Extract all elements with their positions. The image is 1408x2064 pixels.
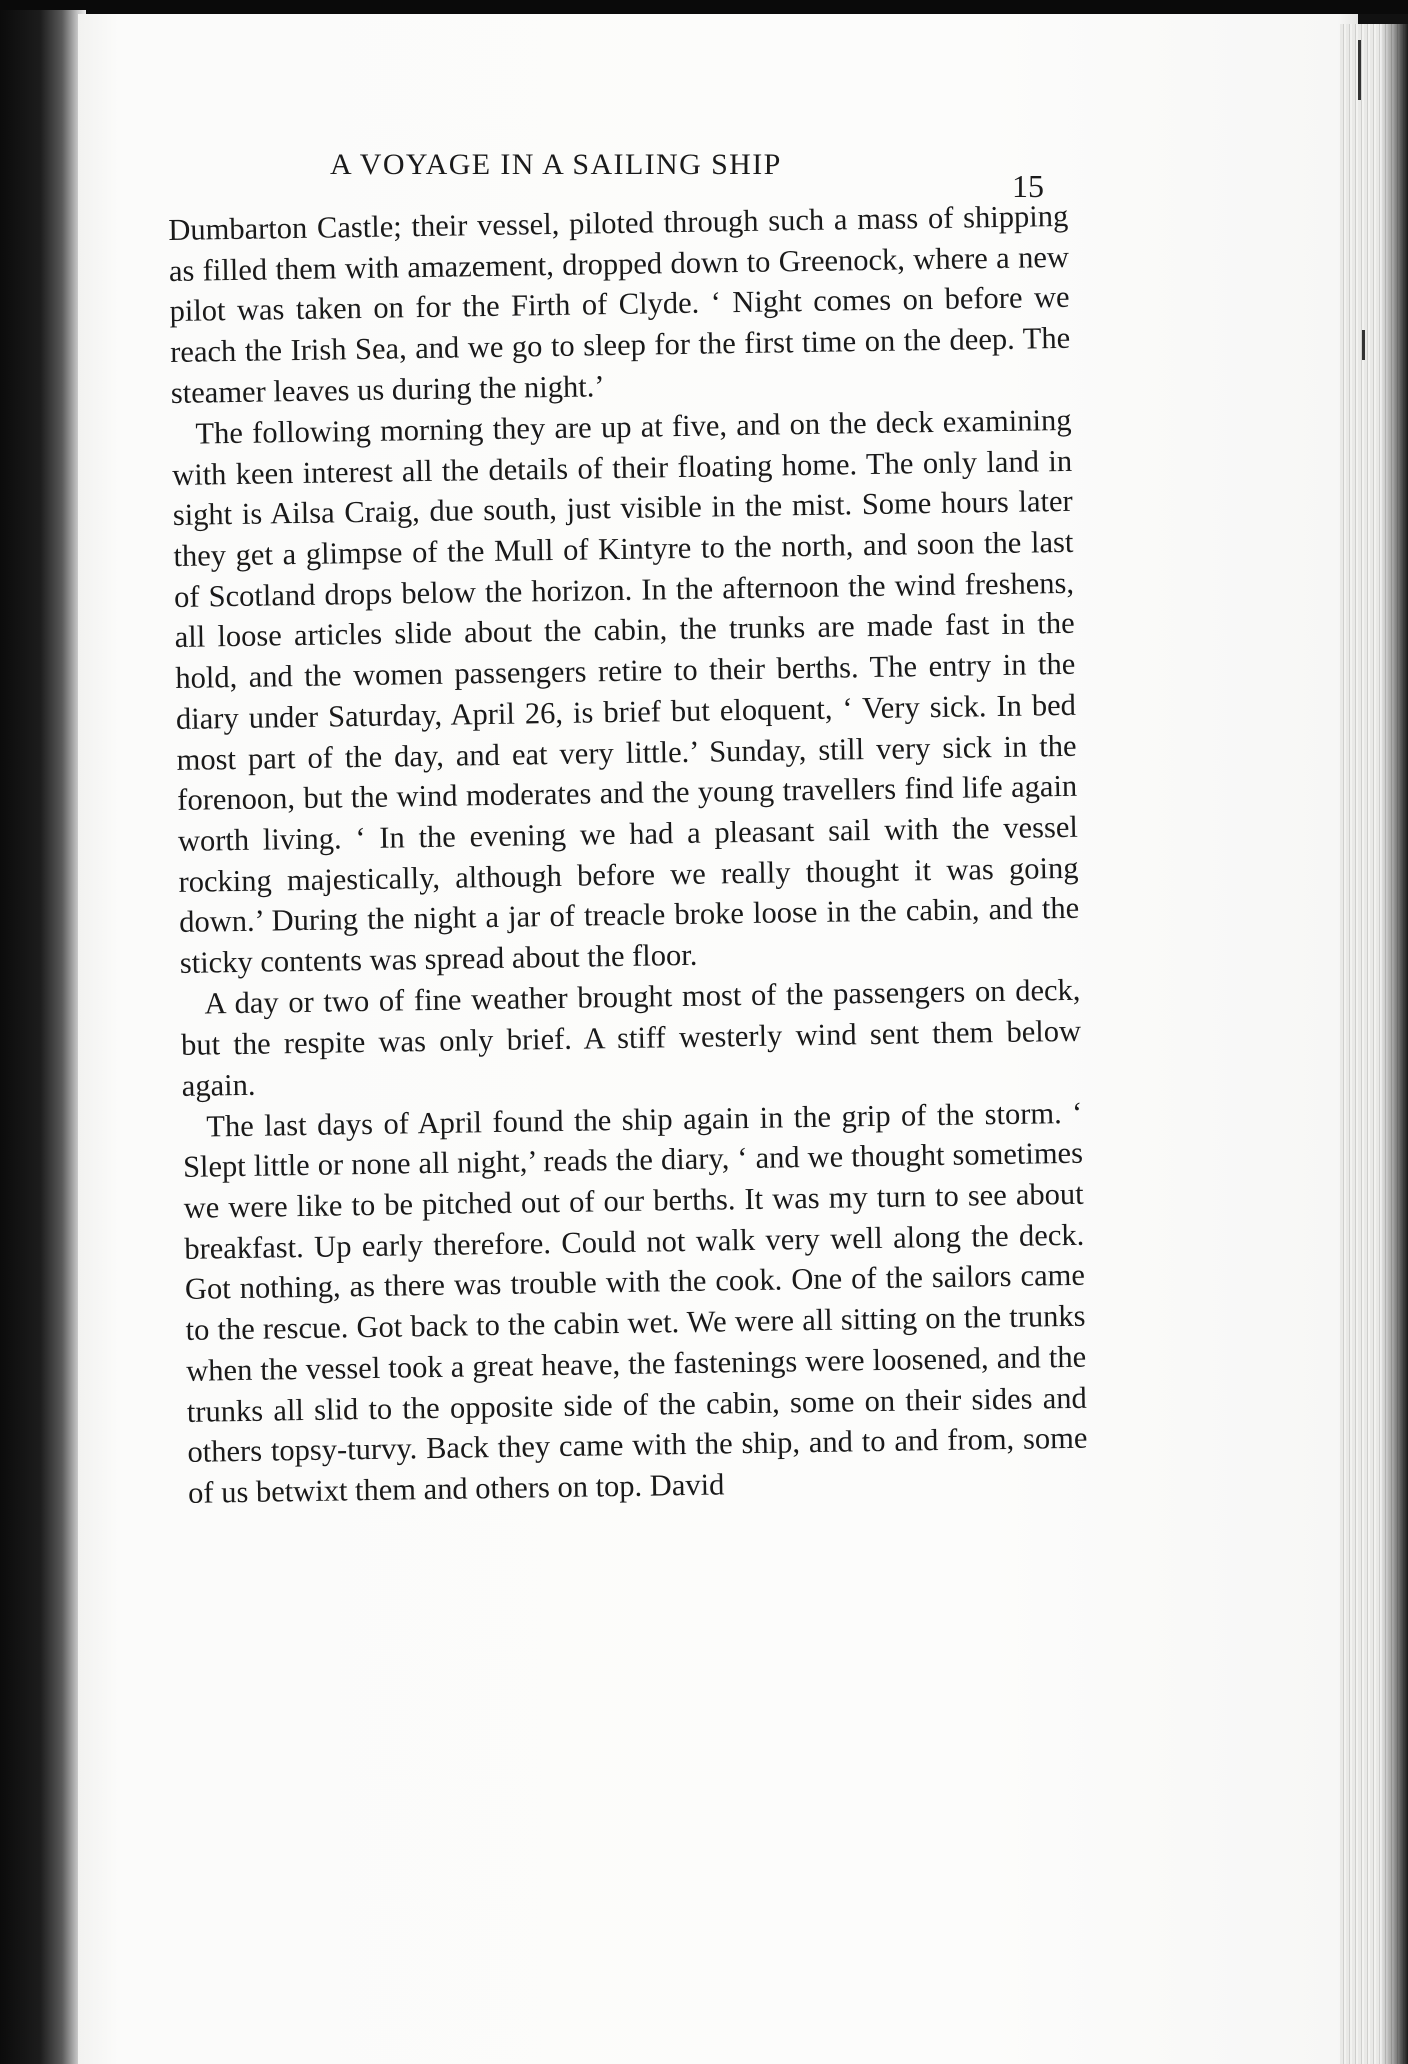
running-head: A VOYAGE IN A SAILING SHIP xyxy=(330,148,782,181)
scan-top-border xyxy=(0,0,1408,14)
paragraph: The following morning they are up at five, and on the deck examining with keen interest all the details of their floating home. The only land in sight is Ailsa Craig, due south, just visible in the mist. Some hours later they get a glimpse of the Mull of Kintyre to the north, and soon the last of Scotland drops below the horizon. In the afternoon the wind freshens, all loose articles slide about the cabin, the trunks are made fast in the hold, and the women passengers retire to their berths. The entry in the diary under Saturday, April 26, is brief but eloquent, ‘ Very sick. In bed most part of the day, and eat very little.’ Sunday, still very sick in the forenoon, but the wind moderates and the young travellers find life again worth living. ‘ In the evening we had a pleasant sail with the vessel rocking majestically, although before we really thought it was going down.’ During the night a jar of treacle broke loose in the cabin, and the sticky contents was spread about the floor. xyxy=(171,402,1080,980)
edge-mark xyxy=(1358,40,1361,100)
edge-mark xyxy=(1362,330,1365,360)
paragraph: Dumbarton Castle; their vessel, piloted through such a mass of shipping as filled them with amazement, dropped down to Greenock, where a new pilot was taken on for the Firth of Clyde. ‘ Night comes on before we reach the Irish Sea, and we go to sleep for the first time on the deep. The steamer leaves us during the night.’ xyxy=(168,198,1071,410)
book-spine-shadow xyxy=(0,10,86,2064)
page-edges-shadow xyxy=(1380,24,1408,2064)
body-text xyxy=(168,196,1088,1514)
page-number: 15 xyxy=(1012,168,1044,204)
paragraph: A day or two of fine weather brought most of the passengers on deck, but the respite was only brief. A stiff westerly wind sent them below again. xyxy=(180,972,1082,1103)
paragraph: The last days of April found the ship again in the grip of the storm. ‘ Slept little or none all night,’ reads the diary, ‘ and we thought sometimes we were like to be pitched out of our berths. It was my turn to see about breakfast. Up early therefore. Could not walk very well along the deck. Got nothing, as there was trouble with the cook. One of the sailors came to the rescue. Got back to the cabin wet. We were all sitting on the trunks when the vessel took a great heave, the fastenings were loosened, and the trunks all slid to the opposite side of the cabin, some on their sides and others topsy-turvy. Back they came with the ship, and to and from, some of us betwixt them and others on top. David xyxy=(182,1095,1088,1510)
